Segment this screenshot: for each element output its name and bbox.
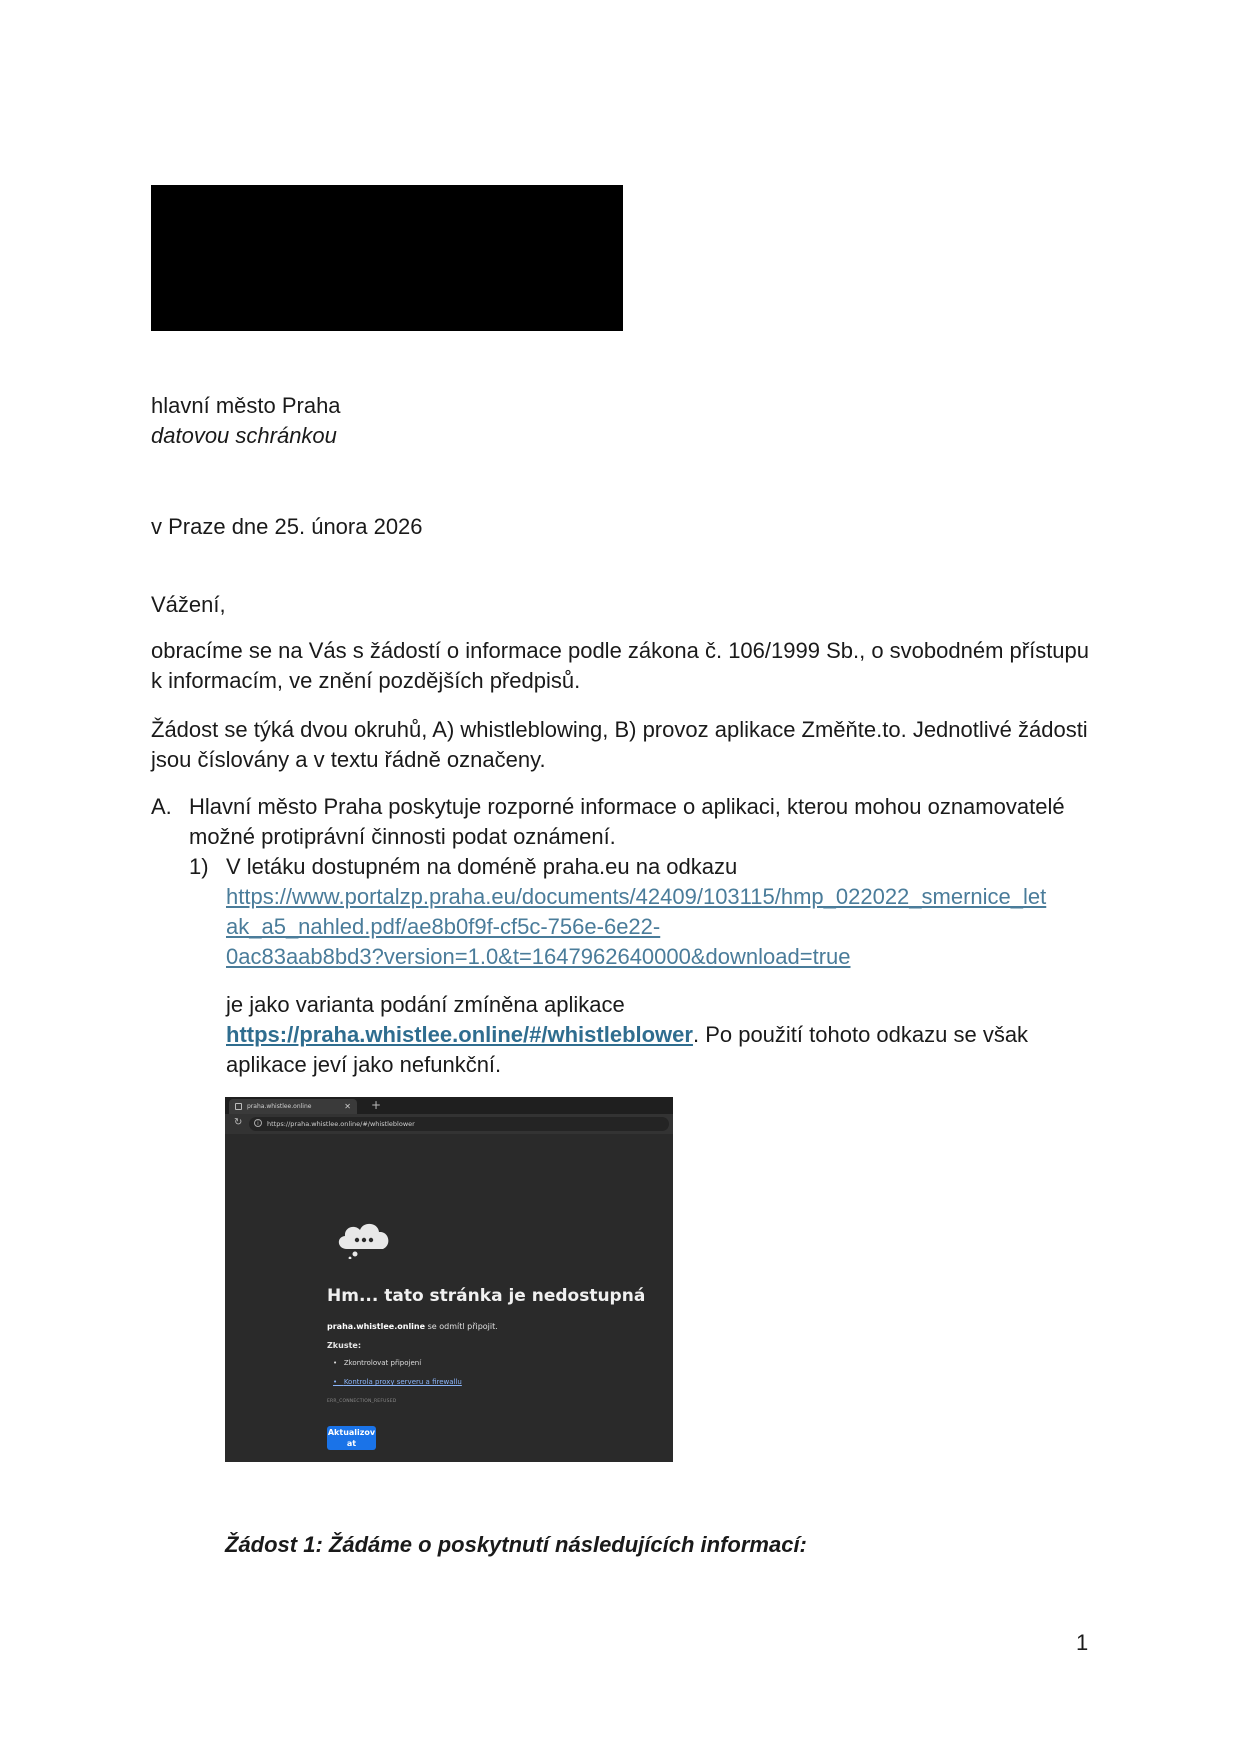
item-1-marker: 1) — [189, 854, 209, 879]
browser-tab-bar — [225, 1097, 673, 1114]
page-number: 1 — [1076, 1630, 1089, 1655]
item-1-para-line-3: aplikace jeví jako nefunkční. — [226, 1052, 502, 1077]
intro-line-1: obracíme se na Vás s žádostí o informace podle zákona č. 106/1999 Sb., o svobodném přístupu — [151, 638, 1090, 663]
scope-line-2: jsou číslovány a v textu řádně označeny. — [151, 747, 546, 772]
browser-error-screenshot — [225, 1097, 673, 1462]
leaflet-link-line-1[interactable]: https://www.portalzp.praha.eu/documents/42409/103115/hmp_022022_smernice_let — [226, 884, 1047, 909]
cloud-error-icon — [333, 1215, 395, 1259]
item-1-para-line-2-rest: . Po použití tohoto odkazu se však — [692, 1022, 1029, 1047]
error-title: Hm... tato stránka je nedostupná — [327, 1286, 646, 1306]
item-1-text: V letáku dostupném na doméně praha.eu na odkazu — [226, 854, 738, 879]
reload-page-button: Aktualizovat — [327, 1428, 376, 1448]
page-favicon-icon — [235, 1103, 242, 1110]
error-subtitle — [327, 1322, 498, 1331]
whistleblower-app-link[interactable]: https://praha.whistlee.online/#/whistleblower — [226, 1022, 693, 1047]
browser-url-box — [249, 1117, 669, 1131]
tab-close-icon: ✕ — [344, 1102, 351, 1111]
tip-item-1: • Zkontrolovat připojení — [333, 1359, 422, 1367]
error-host: praha.whistlee.online — [327, 1322, 426, 1331]
browser-tab-title: praha.whistlee.online — [247, 1103, 312, 1110]
recipient-name: hlavní město Praha — [151, 393, 341, 418]
tip-1-text: Zkontrolovat připojení — [343, 1359, 422, 1367]
item-1-para-line-1: je jako varianta podání zmíněna aplikace — [226, 992, 625, 1017]
scope-line-1: Žádost se týká dvou okruhů, A) whistleblowing, B) provoz aplikace Změňte.to. Jednotlivé žádosti — [151, 717, 1088, 742]
section-a-line-1: Hlavní město Praha poskytuje rozporné informace o aplikaci, kterou mohou oznamovatelé — [189, 794, 1065, 819]
item-1-para-line-2 — [226, 1020, 1028, 1050]
try-label: Zkuste: — [327, 1341, 362, 1350]
tip-item-2: • Kontrola proxy serveru a firewallu — [333, 1378, 462, 1386]
tip-2-link: Kontrola proxy serveru a firewallu — [343, 1378, 462, 1386]
browser-tab — [229, 1099, 357, 1114]
date-line: v Praze dne 25. února 2026 — [151, 514, 423, 539]
recipient-delivery: datovou schránkou — [151, 423, 337, 448]
leaflet-link-line-3[interactable]: 0ac83aab8bd3?version=1.0&t=1647962640000&download=true — [226, 944, 851, 969]
new-tab-icon: + — [371, 1098, 382, 1112]
browser-url: https://praha.whistlee.online/#/whistleblower — [267, 1120, 415, 1128]
reload-icon: ↻ — [234, 1117, 243, 1128]
section-a-line-2: možné protiprávní činnosti podat oznámení. — [189, 824, 616, 849]
request-1-heading: Žádost 1: Žádáme o poskytnutí následujících informací: — [225, 1532, 807, 1557]
error-code: ERR_CONNECTION_REFUSED — [327, 1399, 397, 1404]
salutation: Vážení, — [151, 592, 226, 617]
section-a-marker: A. — [151, 794, 172, 819]
info-icon: i — [254, 1119, 262, 1127]
intro-line-2: k informacím, ve znění pozdějších předpisů. — [151, 668, 581, 693]
error-subtitle-rest: se odmítl připojit. — [425, 1322, 498, 1331]
redacted-sender-block — [151, 185, 623, 331]
leaflet-link-line-2[interactable]: ak_a5_nahled.pdf/ae8b0f9f-cf5c-756e-6e22- — [226, 914, 661, 939]
browser-address-bar — [225, 1114, 673, 1134]
